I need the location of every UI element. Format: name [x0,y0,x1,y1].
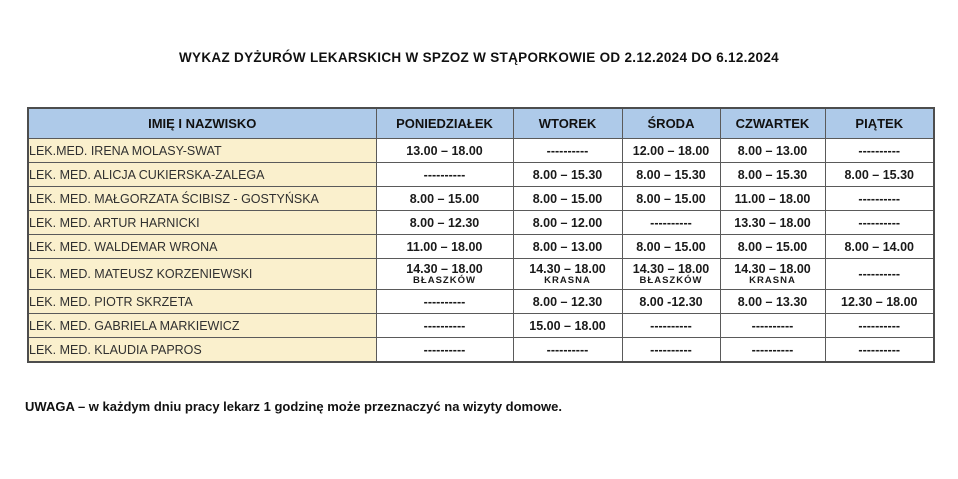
duty-cell: ---------- [376,163,513,187]
duty-cell: ---------- [825,187,934,211]
duty-cell: 8.00 – 13.30 [720,290,825,314]
doctor-name: LEK. MED. WALDEMAR WRONA [28,235,376,259]
column-header-wednesday: ŚRODA [622,108,720,139]
duty-cell: 11.00 – 18.00 [720,187,825,211]
duty-cell: 12.00 – 18.00 [622,139,720,163]
doctor-name: LEK. MED. MAŁGORZATA ŚCIBISZ - GOSTYŃSKA [28,187,376,211]
table-row [28,338,934,363]
duty-cell: 8.00 – 12.30 [376,211,513,235]
doctor-name: LEK.MED. IRENA MOLASY-SWAT [28,139,376,163]
column-header-thursday: CZWARTEK [720,108,825,139]
doctor-name: LEK. MED. ARTUR HARNICKI [28,211,376,235]
doctor-name: LEK. MED. GABRIELA MARKIEWICZ [28,314,376,338]
duty-cell: 8.00 – 13.00 [720,139,825,163]
duty-location: BŁASZKÓW [639,275,703,286]
duty-cell: 8.00 – 15.00 [720,235,825,259]
doctor-name: LEK. MED. KLAUDIA PAPROS [28,338,376,363]
duty-cell: 8.00 – 14.00 [825,235,934,259]
duty-cell: ---------- [720,314,825,338]
duty-cell: 8.00 – 15.00 [622,235,720,259]
duty-cell: 8.00 – 15.30 [622,163,720,187]
column-header-friday: PIĄTEK [825,108,934,139]
duty-cell: ---------- [825,338,934,363]
duty-cell: ---------- [513,139,622,163]
duty-cell: ---------- [376,338,513,363]
duty-cell: 14.30 – 18.00 KRASNA [720,259,825,290]
table-row [28,314,934,338]
duty-cell: ---------- [376,290,513,314]
duty-cell: ---------- [513,338,622,363]
duty-location: KRASNA [749,275,796,286]
duty-cell: ---------- [622,211,720,235]
duty-cell: 8.00 – 13.00 [513,235,622,259]
duty-cell: ---------- [720,338,825,363]
duty-cell: 12.30 – 18.00 [825,290,934,314]
duty-cell: 14.30 – 18.00 KRASNA [513,259,622,290]
duty-cell: ---------- [825,211,934,235]
table-row [28,211,934,235]
column-header-tuesday: WTOREK [513,108,622,139]
duty-schedule-table [27,107,935,363]
duty-cell: ---------- [825,259,934,290]
table-row [28,139,934,163]
duty-cell: 8.00 – 15.00 [622,187,720,211]
table-row [28,187,934,211]
column-header-monday: PONIEDZIAŁEK [376,108,513,139]
duty-cell: 8.00 – 15.30 [720,163,825,187]
duty-cell: 13.30 – 18.00 [720,211,825,235]
column-header-name: IMIĘ I NAZWISKO [28,108,376,139]
table-row [28,290,934,314]
duty-location: KRASNA [544,275,591,286]
duty-cell: 11.00 – 18.00 [376,235,513,259]
duty-cell: ---------- [376,314,513,338]
duty-cell: 15.00 – 18.00 [513,314,622,338]
duty-cell: 14.30 – 18.00 BŁASZKÓW [622,259,720,290]
duty-cell: ---------- [825,314,934,338]
duty-cell: 8.00 – 15.00 [376,187,513,211]
duty-cell: ---------- [622,314,720,338]
duty-cell: 13.00 – 18.00 [376,139,513,163]
duty-cell: ---------- [622,338,720,363]
footer-note: UWAGA – w każdym dniu pracy lekarz 1 godzinę może przeznaczyć na wizyty domowe. [25,399,562,414]
duty-cell: 8.00 – 15.00 [513,187,622,211]
doctor-name: LEK. MED. MATEUSZ KORZENIEWSKI [28,259,376,290]
duty-cell: 14.30 – 18.00 BŁASZKÓW [376,259,513,290]
duty-cell: 8.00 -12.30 [622,290,720,314]
table-row [28,259,934,290]
duty-cell: 8.00 – 12.00 [513,211,622,235]
table-row [28,163,934,187]
table-header-row [28,108,934,139]
duty-cell: 8.00 – 12.30 [513,290,622,314]
doctor-name: LEK. MED. ALICJA CUKIERSKA-ZALEGA [28,163,376,187]
duty-location: BŁASZKÓW [413,275,476,286]
duty-cell: 8.00 – 15.30 [513,163,622,187]
doctor-name: LEK. MED. PIOTR SKRZETA [28,290,376,314]
duty-cell: ---------- [825,139,934,163]
page-title: WYKAZ DYŻURÓW LEKARSKICH W SPZOZ W STĄPORKOWIE OD 2.12.2024 DO 6.12.2024 [179,50,779,65]
duty-cell: 8.00 – 15.30 [825,163,934,187]
table-row [28,235,934,259]
